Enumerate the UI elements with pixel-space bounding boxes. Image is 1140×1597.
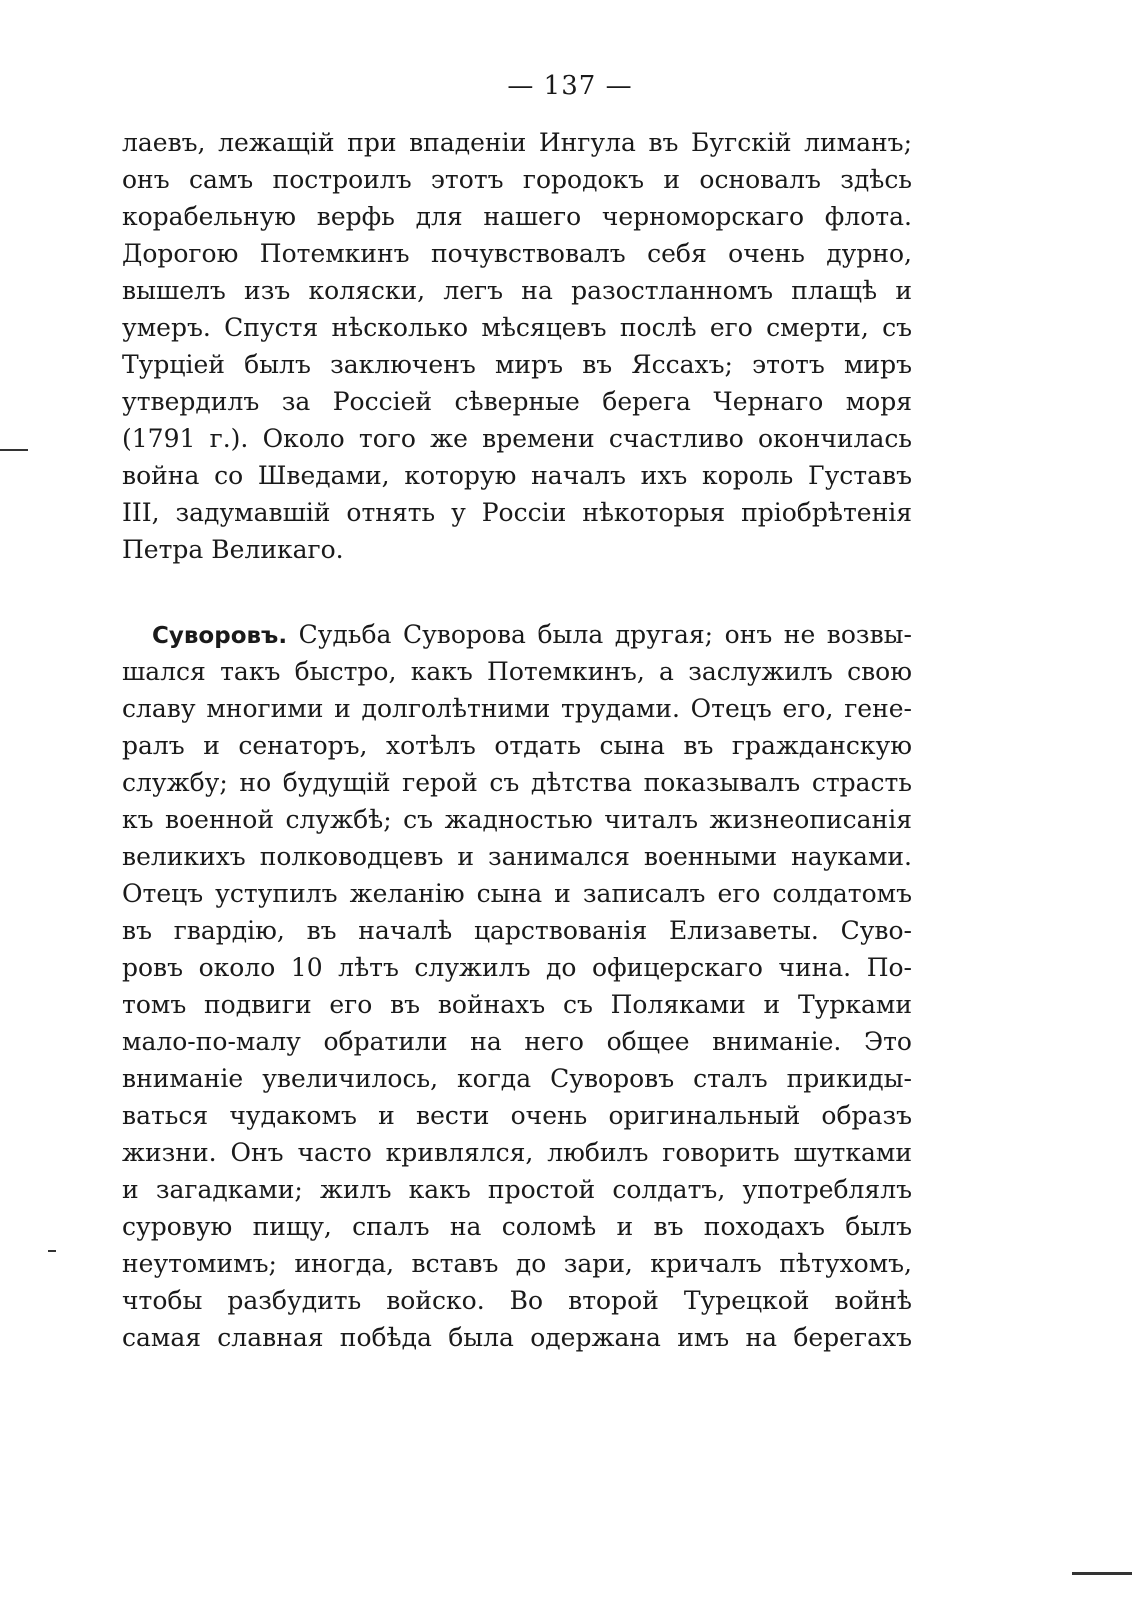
- text-line: война со Шведами, которую началъ ихъ король Густавъ: [122, 461, 912, 490]
- section-heading-suvorov: Суворовъ.: [152, 623, 288, 649]
- text-line: шался такъ быстро, какъ Потемкинъ, а заслужилъ свою: [122, 657, 912, 686]
- text-line: Дорогою Потемкинъ почувствовалъ себя очень дурно,: [122, 239, 912, 268]
- text-line: томъ подвиги его въ войнахъ съ Поляками и Турками: [122, 990, 912, 1019]
- text-line: Петра Великаго.: [122, 535, 344, 564]
- text-line: Турціей былъ заключенъ миръ въ Яссахъ; этотъ миръ: [122, 350, 912, 379]
- text-line: къ военной службѣ; съ жадностью читалъ жизнеописанія: [122, 805, 912, 834]
- text-line: и загадками; жилъ какъ простой солдатъ, употреблялъ: [122, 1175, 912, 1204]
- text-line: вышелъ изъ коляски, легъ на разостланномъ плащѣ и: [122, 276, 912, 305]
- text-line: чтобы разбудить войско. Во второй Турецкой войнѣ: [122, 1286, 912, 1315]
- text-line: ваться чудакомъ и вести очень оригинальный образъ: [122, 1101, 912, 1130]
- text-line: суровую пищу, спалъ на соломѣ и въ походахъ былъ: [122, 1212, 912, 1241]
- text-line: утвердилъ за Россіей сѣверные берега Чернаго моря: [122, 387, 912, 416]
- text-line: славу многими и долголѣтними трудами. Отецъ его, гене-: [122, 694, 912, 723]
- text-line: ралъ и сенаторъ, хотѣлъ отдать сына въ гражданскую: [122, 731, 912, 760]
- scan-edge-mark-left: [0, 449, 28, 451]
- text-line: въ гвардію, въ началѣ царствованія Елизаветы. Суво-: [122, 916, 912, 945]
- scan-edge-mark-bottom-right: [1072, 1572, 1132, 1575]
- text-line: самая славная побѣда была одержана имъ на берегахъ: [122, 1323, 912, 1352]
- paragraph-2: [122, 616, 912, 1356]
- paragraph-1: [122, 124, 912, 568]
- text-line: ровъ около 10 лѣтъ служилъ до офицерскаго чина. По-: [122, 953, 912, 982]
- first-line-text: Судьба Суворова была другая; онъ не возвы-: [287, 620, 912, 649]
- text-line: жизни. Онъ часто кривлялся, любилъ говорить шутками: [122, 1138, 912, 1167]
- text-line: Отецъ уступилъ желанію сына и записалъ его солдатомъ: [122, 879, 912, 908]
- text-line: (1791 г.). Около того же времени счастливо окончилась: [122, 424, 912, 453]
- text-line: мало-по-малу обратили на него общее вниманіе. Это: [122, 1027, 912, 1056]
- text-line: III, задумавшій отнять у Россіи нѣкоторыя пріобрѣтенія: [122, 498, 912, 527]
- text-line: онъ самъ построилъ этотъ городокъ и основалъ здѣсь: [122, 165, 912, 194]
- scan-edge-mark-left-small: [48, 1250, 56, 1252]
- text-line: неутомимъ; иногда, вставъ до зари, кричалъ пѣтухомъ,: [122, 1249, 912, 1278]
- text-line: великихъ полководцевъ и занимался военными науками.: [122, 842, 912, 871]
- text-line: вниманіе увеличилось, когда Суворовъ сталъ прикиды-: [122, 1064, 912, 1093]
- text-line: корабельную верфь для нашего черноморскаго флота.: [122, 202, 912, 231]
- text-line: службу; но будущій герой съ дѣтства показывалъ страсть: [122, 768, 912, 797]
- text-line: умеръ. Спустя нѣсколько мѣсяцевъ послѣ его смерти, съ: [122, 313, 912, 342]
- text-line-first: [122, 616, 912, 653]
- text-line: лаевъ, лежащій при впаденіи Ингула въ Бугскій лиманъ;: [122, 128, 912, 157]
- page-number: — 137 —: [507, 71, 633, 101]
